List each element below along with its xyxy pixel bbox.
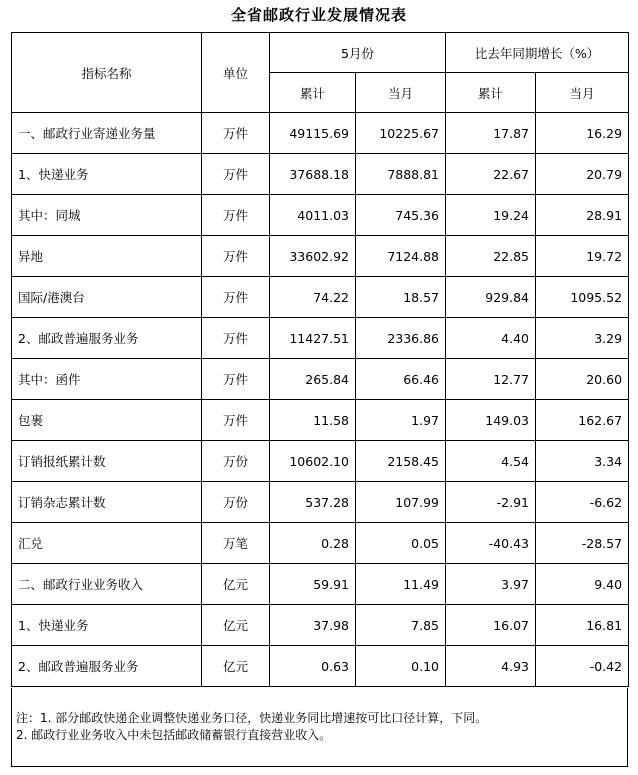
note-line: 2. 邮政行业业务收入中未包括邮政储蓄银行直接营业收入。 bbox=[16, 728, 332, 742]
unit-cell: 亿元 bbox=[202, 605, 270, 646]
growth-cumulative-cell: 929.84 bbox=[446, 277, 536, 318]
indicator-cell: 一、邮政行业寄递业务量 bbox=[12, 113, 202, 154]
unit-cell: 万件 bbox=[202, 359, 270, 400]
table-row bbox=[12, 359, 629, 400]
growth-month-cell: -6.62 bbox=[536, 482, 629, 523]
month-cell: 0.05 bbox=[356, 523, 446, 564]
unit-cell: 万笔 bbox=[202, 523, 270, 564]
cumulative-cell: 11427.51 bbox=[270, 318, 356, 359]
cumulative-cell: 0.63 bbox=[270, 646, 356, 687]
table-row bbox=[12, 441, 629, 482]
unit-cell: 万件 bbox=[202, 400, 270, 441]
cumulative-cell: 10602.10 bbox=[270, 441, 356, 482]
growth-cumulative-cell: 19.24 bbox=[446, 195, 536, 236]
growth-month-cell: 3.34 bbox=[536, 441, 629, 482]
header-month: 当月 bbox=[356, 73, 446, 113]
indicator-cell: 国际/港澳台 bbox=[12, 277, 202, 318]
growth-cumulative-cell: 22.67 bbox=[446, 154, 536, 195]
unit-cell: 亿元 bbox=[202, 564, 270, 605]
cumulative-cell: 537.28 bbox=[270, 482, 356, 523]
unit-cell: 万件 bbox=[202, 277, 270, 318]
growth-cumulative-cell: 4.93 bbox=[446, 646, 536, 687]
cumulative-cell: 37.98 bbox=[270, 605, 356, 646]
table-body bbox=[12, 113, 629, 687]
unit-cell: 万件 bbox=[202, 154, 270, 195]
table-row bbox=[12, 318, 629, 359]
growth-cumulative-cell: 17.87 bbox=[446, 113, 536, 154]
indicator-cell: 订销报纸累计数 bbox=[12, 441, 202, 482]
cumulative-cell: 33602.92 bbox=[270, 236, 356, 277]
indicator-cell: 订销杂志累计数 bbox=[12, 482, 202, 523]
header-unit: 单位 bbox=[202, 33, 270, 113]
cumulative-cell: 11.58 bbox=[270, 400, 356, 441]
unit-cell: 万件 bbox=[202, 318, 270, 359]
unit-cell: 万件 bbox=[202, 195, 270, 236]
growth-cumulative-cell: -2.91 bbox=[446, 482, 536, 523]
growth-month-cell: 162.67 bbox=[536, 400, 629, 441]
cumulative-cell: 37688.18 bbox=[270, 154, 356, 195]
month-cell: 745.36 bbox=[356, 195, 446, 236]
unit-cell: 万件 bbox=[202, 236, 270, 277]
month-cell: 2158.45 bbox=[356, 441, 446, 482]
notes-section bbox=[11, 688, 628, 767]
indicator-cell: 2、邮政普遍服务业务 bbox=[12, 318, 202, 359]
growth-month-cell: 20.79 bbox=[536, 154, 629, 195]
table-row bbox=[12, 646, 629, 687]
unit-cell: 万份 bbox=[202, 482, 270, 523]
growth-month-cell: 3.29 bbox=[536, 318, 629, 359]
unit-cell: 万件 bbox=[202, 113, 270, 154]
table-row bbox=[12, 400, 629, 441]
growth-month-cell: -28.57 bbox=[536, 523, 629, 564]
table-title: 全省邮政行业发展情况表 bbox=[230, 6, 407, 24]
month-cell: 0.10 bbox=[356, 646, 446, 687]
month-cell: 1.97 bbox=[356, 400, 446, 441]
header-indicator: 指标名称 bbox=[12, 33, 202, 113]
table-row bbox=[12, 154, 629, 195]
table-row bbox=[12, 195, 629, 236]
table-row bbox=[12, 482, 629, 523]
growth-month-cell: 9.40 bbox=[536, 564, 629, 605]
cumulative-cell: 265.84 bbox=[270, 359, 356, 400]
growth-month-cell: 16.81 bbox=[536, 605, 629, 646]
header-growth-month: 当月 bbox=[536, 73, 629, 113]
indicator-cell: 汇兑 bbox=[12, 523, 202, 564]
table-row bbox=[12, 523, 629, 564]
month-cell: 2336.86 bbox=[356, 318, 446, 359]
table-row bbox=[12, 277, 629, 318]
indicator-cell: 1、快递业务 bbox=[12, 154, 202, 195]
growth-cumulative-cell: 22.85 bbox=[446, 236, 536, 277]
growth-cumulative-cell: 3.97 bbox=[446, 564, 536, 605]
growth-month-cell: 28.91 bbox=[536, 195, 629, 236]
cumulative-cell: 4011.03 bbox=[270, 195, 356, 236]
growth-month-cell: 16.29 bbox=[536, 113, 629, 154]
month-cell: 11.49 bbox=[356, 564, 446, 605]
growth-cumulative-cell: -40.43 bbox=[446, 523, 536, 564]
header-growth-cumulative: 累计 bbox=[446, 73, 536, 113]
month-cell: 107.99 bbox=[356, 482, 446, 523]
indicator-cell: 其中：函件 bbox=[12, 359, 202, 400]
unit-cell: 万份 bbox=[202, 441, 270, 482]
growth-cumulative-cell: 4.54 bbox=[446, 441, 536, 482]
growth-cumulative-cell: 16.07 bbox=[446, 605, 536, 646]
header-cumulative: 累计 bbox=[270, 73, 356, 113]
month-cell: 7124.88 bbox=[356, 236, 446, 277]
indicator-cell: 包裹 bbox=[12, 400, 202, 441]
table-row bbox=[12, 236, 629, 277]
month-cell: 66.46 bbox=[356, 359, 446, 400]
table-row bbox=[12, 605, 629, 646]
month-cell: 7.85 bbox=[356, 605, 446, 646]
growth-month-cell: -0.42 bbox=[536, 646, 629, 687]
cumulative-cell: 49115.69 bbox=[270, 113, 356, 154]
indicator-cell: 1、快递业务 bbox=[12, 605, 202, 646]
growth-cumulative-cell: 12.77 bbox=[446, 359, 536, 400]
cumulative-cell: 0.28 bbox=[270, 523, 356, 564]
note-line: 注：1. 部分邮政快递企业调整快递业务口径，快递业务同比增速按可比口径计算，下同。 bbox=[16, 711, 488, 725]
statistics-table bbox=[11, 32, 629, 687]
growth-month-cell: 19.72 bbox=[536, 236, 629, 277]
month-cell: 10225.67 bbox=[356, 113, 446, 154]
growth-cumulative-cell: 149.03 bbox=[446, 400, 536, 441]
indicator-cell: 二、邮政行业业务收入 bbox=[12, 564, 202, 605]
cumulative-cell: 74.22 bbox=[270, 277, 356, 318]
table-row bbox=[12, 564, 629, 605]
growth-month-cell: 20.60 bbox=[536, 359, 629, 400]
growth-month-cell: 1095.52 bbox=[536, 277, 629, 318]
growth-cumulative-cell: 4.40 bbox=[446, 318, 536, 359]
header-growth: 比去年同期增长（%） bbox=[446, 33, 629, 73]
table-row bbox=[12, 113, 629, 154]
month-cell: 7888.81 bbox=[356, 154, 446, 195]
month-cell: 18.57 bbox=[356, 277, 446, 318]
indicator-cell: 2、邮政普遍服务业务 bbox=[12, 646, 202, 687]
header-period: 5月份 bbox=[270, 33, 446, 73]
unit-cell: 亿元 bbox=[202, 646, 270, 687]
indicator-cell: 异地 bbox=[12, 236, 202, 277]
cumulative-cell: 59.91 bbox=[270, 564, 356, 605]
indicator-cell: 其中：同城 bbox=[12, 195, 202, 236]
